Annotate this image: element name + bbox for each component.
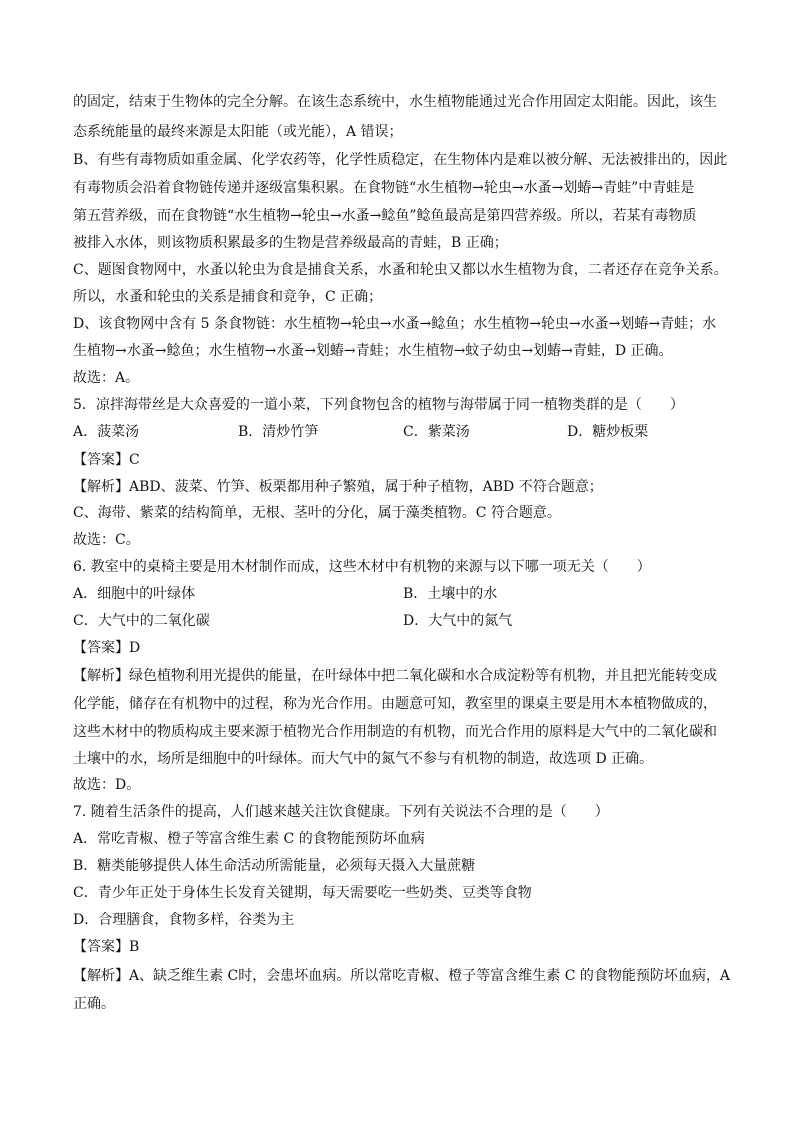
- option-a: A．菠菜汤: [73, 424, 140, 440]
- question-stem: 6. 教室中的桌椅主要是用木材制作而成，这些木材中有机物的来源与以下哪一项无关（ ）: [73, 559, 651, 575]
- option-a: A．细胞中的叶绿体: [73, 586, 196, 602]
- paragraph-line: 所以，水蚤和轮虫的关系是捕食和竞争，C 正确；: [73, 289, 383, 305]
- paragraph-line: 态系统能量的最终来源是太阳能（或光能），A 错误；: [73, 124, 403, 140]
- question-stem: 5．凉拌海带丝是大众喜爱的一道小菜，下列食物包含的植物与海带属于同一植物类群的是（ ）: [73, 397, 684, 413]
- question-stem: 7. 随着生活条件的提高，人们越来越关注饮食健康。下列有关说法不合理的是（ ）: [73, 804, 609, 820]
- paragraph-line: D、该食物网中含有 5 条食物链：水生植物→轮虫→水蚤→鲶鱼；水生植物→轮虫→水蚤→划蝽→青蛙；水: [73, 316, 717, 332]
- answer-label: 【答案】B: [73, 939, 140, 955]
- paragraph-line: B、有些有毒物质如重金属、化学农药等，化学性质稳定，在生物体内是难以被分解、无法被排出的，因此: [73, 152, 728, 168]
- analysis-line: 【解析】绿色植物利用光提供的能量，在叶绿体中把二氧化碳和水合成淀粉等有机物，并且把光能转变成: [73, 668, 717, 684]
- answer-label: 【答案】D: [73, 640, 141, 656]
- analysis-line: 【解析】ABD、菠菜、竹笋、板栗都用种子繁殖，属于种子植物，ABD 不符合题意；: [73, 479, 603, 495]
- option-d: D．大气中的氮气: [403, 613, 513, 629]
- paragraph-line: 被排入水体，则该物质积累最多的生物是营养级最高的青蛙，B 正确；: [73, 235, 508, 251]
- option-b: B．清炒竹笋: [238, 424, 319, 440]
- analysis-line: 正确。: [73, 996, 115, 1012]
- answer-label: 【答案】C: [73, 452, 140, 468]
- option-d: D．糖炒板栗: [567, 424, 649, 440]
- analysis-line: 这些木材中的物质构成主要来源于植物光合作用制造的有机物，而光合作用的原料是大气中的二氧化碳和: [73, 724, 717, 740]
- option-b: B．糖类能够提供人体生命活动所需能量，必须每天摄入大量蔗糖: [73, 858, 476, 874]
- option-d: D．合理膳食，食物多样，谷类为主: [73, 912, 295, 928]
- analysis-line: C、海带、紫菜的结构简单，无根、茎叶的分化，属于藻类植物。C 符合题意。: [73, 505, 561, 521]
- conclusion-line: 故选：C。: [73, 532, 140, 548]
- paragraph-line: 第五营养级，而在食物链“水生植物→轮虫→水蚤→鲶鱼”鲶鱼最高是第四营养级。所以，若某有毒物质: [73, 208, 697, 224]
- option-c: C．紫菜汤: [403, 424, 470, 440]
- option-c: C．大气中的二氧化碳: [73, 613, 210, 629]
- analysis-line: 土壤中的水，场所是细胞中的叶绿体。而大气中的氮气不参与有机物的制造，故选项 D 正确。: [73, 751, 654, 767]
- paragraph-line: 的固定，结束于生物体的完全分解。在该生态系统中，水生植物能通过光合作用固定太阳能。因此，该生: [73, 94, 717, 110]
- analysis-line: 【解析】A、缺乏维生素 C时，会患坏血病。所以常吃青椒、橙子等富含维生素 C 的食物能预防坏血病，A: [73, 968, 730, 984]
- conclusion-line: 故选：A。: [73, 370, 140, 386]
- conclusion-line: 故选：D。: [73, 777, 141, 793]
- option-a: A．常吃青椒、橙子等富含维生素 C 的食物能预防坏血病: [73, 831, 425, 847]
- paragraph-line: 有毒物质会沿着食物链传递并逐级富集积累。在食物链“水生植物→轮虫→水蚤→划蝽→青蛙”中青蛙是: [73, 180, 695, 196]
- option-b: B．土壤中的水: [403, 586, 498, 602]
- paragraph-line: 生植物→水蚤→鲶鱼；水生植物→水蚤→划蝽→青蛙；水生植物→蚊子幼虫→划蝽→青蛙，D 正确。: [73, 343, 673, 359]
- option-c: C．青少年正处于身体生长发育关键期，每天需要吃一些奶类、豆类等食物: [73, 885, 532, 901]
- paragraph-line: C、题图食物网中，水蚤以轮虫为食是捕食关系，水蚤和轮虫又都以水生植物为食，二者还存在竞争关系。: [73, 262, 728, 278]
- analysis-line: 化学能，储存在有机物中的过程，称为光合作用。由题意可知，教室里的课桌主要是用木本植物做成的，: [73, 696, 717, 712]
